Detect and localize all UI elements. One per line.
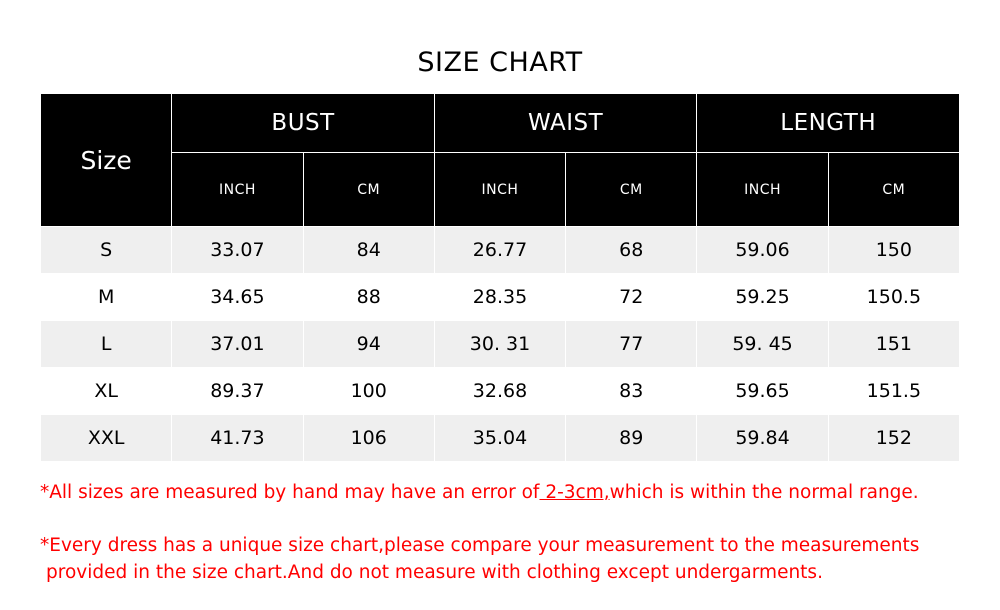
cell-bust-cm: 100 xyxy=(303,368,434,415)
table-unit-header-row xyxy=(41,153,960,227)
column-header-bust-cm: CM xyxy=(303,153,434,227)
cell-bust-inch: 41.73 xyxy=(172,415,303,462)
cell-bust-inch: 34.65 xyxy=(172,274,303,321)
column-header-bust-inch: INCH xyxy=(172,153,303,227)
cell-length-cm: 150.5 xyxy=(828,274,959,321)
page-title: SIZE CHART xyxy=(41,31,960,94)
table-row xyxy=(41,227,960,274)
row-size-label: L xyxy=(41,321,172,368)
cell-length-cm: 151.5 xyxy=(828,368,959,415)
column-group-bust: BUST xyxy=(172,94,435,153)
cell-bust-cm: 106 xyxy=(303,415,434,462)
column-group-waist: WAIST xyxy=(434,94,697,153)
table-row xyxy=(41,274,960,321)
table-group-header-row xyxy=(41,94,960,153)
size-chart-container xyxy=(40,30,960,462)
cell-bust-inch: 37.01 xyxy=(172,321,303,368)
note-error-after: which is within the normal range. xyxy=(609,482,919,503)
note-error-before: *All sizes are measured by hand may have an error of xyxy=(40,482,540,503)
note-unique-line2: provided in the size chart.And do not measure with clothing except undergarments. xyxy=(46,561,823,583)
note-unique-line1: *Every dress has a unique size chart,please compare your measurement to the measurements xyxy=(40,534,920,556)
column-group-length: LENGTH xyxy=(697,94,960,153)
cell-waist-cm: 77 xyxy=(566,321,697,368)
cell-waist-cm: 68 xyxy=(566,227,697,274)
cell-length-inch: 59.25 xyxy=(697,274,828,321)
cell-waist-inch: 28.35 xyxy=(434,274,565,321)
table-row xyxy=(41,368,960,415)
cell-waist-inch: 26.77 xyxy=(434,227,565,274)
cell-bust-cm: 94 xyxy=(303,321,434,368)
cell-length-inch: 59. 45 xyxy=(697,321,828,368)
column-header-size: Size xyxy=(41,94,172,227)
cell-waist-inch: 32.68 xyxy=(434,368,565,415)
column-header-length-cm: CM xyxy=(828,153,959,227)
column-header-waist-cm: CM xyxy=(566,153,697,227)
table-title-row xyxy=(41,31,960,94)
cell-length-cm: 151 xyxy=(828,321,959,368)
cell-length-cm: 152 xyxy=(828,415,959,462)
row-size-label: S xyxy=(41,227,172,274)
cell-waist-inch: 30. 31 xyxy=(434,321,565,368)
cell-waist-cm: 72 xyxy=(566,274,697,321)
cell-length-inch: 59.84 xyxy=(697,415,828,462)
column-header-length-inch: INCH xyxy=(697,153,828,227)
cell-bust-cm: 88 xyxy=(303,274,434,321)
column-header-waist-inch: INCH xyxy=(434,153,565,227)
cell-length-inch: 59.65 xyxy=(697,368,828,415)
notes-section xyxy=(40,480,970,586)
row-size-label: XL xyxy=(41,368,172,415)
table-row xyxy=(41,321,960,368)
cell-bust-cm: 84 xyxy=(303,227,434,274)
cell-waist-cm: 89 xyxy=(566,415,697,462)
cell-bust-inch: 33.07 xyxy=(172,227,303,274)
table-row xyxy=(41,415,960,462)
cell-length-inch: 59.06 xyxy=(697,227,828,274)
cell-waist-cm: 83 xyxy=(566,368,697,415)
note-unique-size-chart xyxy=(40,533,970,587)
row-size-label: XXL xyxy=(41,415,172,462)
cell-waist-inch: 35.04 xyxy=(434,415,565,462)
size-chart-table xyxy=(40,30,960,462)
row-size-label: M xyxy=(41,274,172,321)
cell-bust-inch: 89.37 xyxy=(172,368,303,415)
cell-length-cm: 150 xyxy=(828,227,959,274)
note-measurement-error xyxy=(40,480,970,507)
note-error-underlined: 2-3cm, xyxy=(539,482,610,503)
